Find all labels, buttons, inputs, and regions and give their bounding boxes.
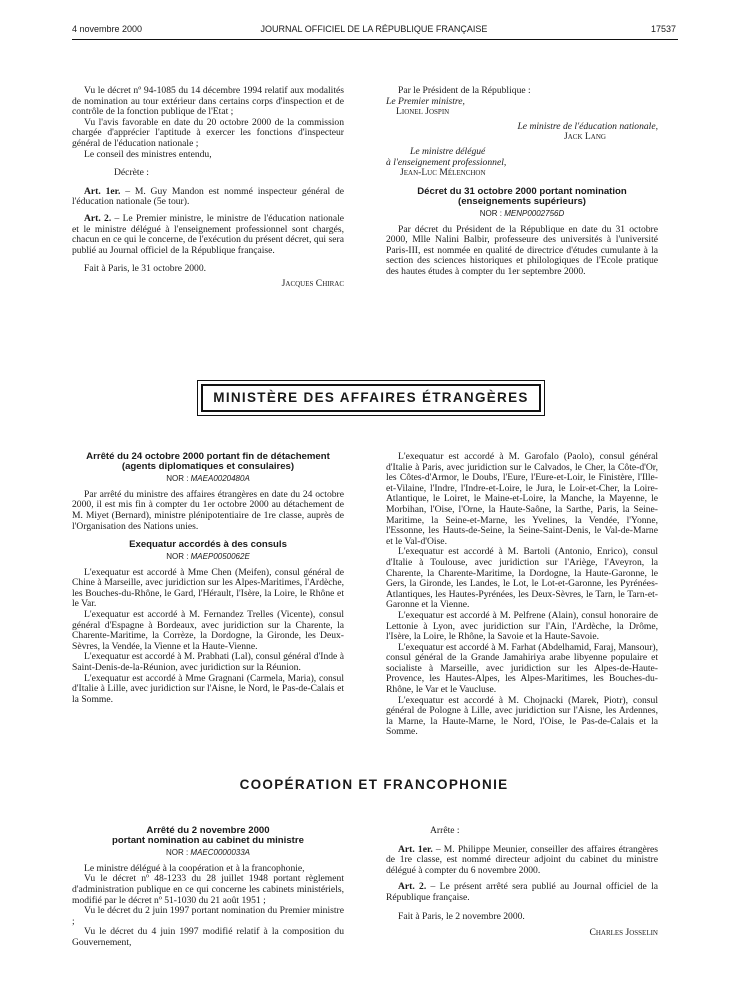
arrete-24-body: Par arrêté du ministre des affaires étrangères en date du 24 octobre 2000, il est mis fin à compter du 1er octobre 2000 au détachement de M. Miyet (Bernard), ministre plénipotentiaire de 1re classe, auprès de l'Organisation des Nations unies.: [72, 488, 344, 532]
exequatur-chen: L'exequatur est accordé à Mme Chen (Meifen), consul général de Chine à Marseille, avec juridiction sur les Alpes-Maritimes, l'Ardèche, les Bouches-du-Rhône, le Gard, l'Hérault, l'Isère, la Loire, le Rhône et le Var.: [72, 566, 344, 610]
nor-code: MAEA0020480A: [190, 473, 250, 483]
decrete-label: Décrète :: [114, 167, 149, 179]
exequatur-garofalo: L'exequatur est accordé à M. Garofalo (Paolo), consul général d'Italie à Paris, avec juridiction sur le Calvados, le Cher, la Côte-d'Or, les Côtes-d'Armor, le Doubs, l'Eure, l'Eure-et-Loir, le Finistère, l'Ille-et-Vilaine, l'Indre, l'Indre-et-Loire, le Jura, le Loir-et-Cher, la Loire-Atlantique, le Loiret, le Maine-et-Loire, la Manche, la Mayenne, le Morbihan, l'Oise, l'Orne, la Haute-Saône, la Sarthe, Paris, la Seine-Maritime, la Seine-et-Marne, les Yvelines, la Vendée, l'Yonne, l'Essonne, les Hauts-de-Seine, la Seine-Saint-Denis, le Val-de-Marne et le Val-d'Oise.: [386, 451, 658, 547]
arrete-2nov-title-line-1: Arrêté du 2 novembre 2000: [146, 825, 270, 836]
decret-title-line-2: (enseignements supérieurs): [458, 196, 586, 208]
visa-paragraph-2: Vu l'avis favorable en date du 20 octobre 2000 de la commission chargée d'apprécier l'aptitude à exercer les fonctions d'inspecteur général de l'éducation nationale ;: [72, 116, 344, 149]
article-1-label: Art. 1er.: [84, 185, 121, 197]
decret-nor: [386, 208, 658, 219]
signature-josselin: Charles Josselin: [589, 927, 658, 939]
top-left-column: [72, 86, 344, 290]
coop-visa-3: Vu le décret du 2 juin 1997 portant nomination du Premier ministre ;: [72, 905, 344, 927]
pm-name: Lionel Jospin: [396, 106, 450, 118]
arrete-2nov-nor: [72, 847, 344, 858]
visa-paragraph-1: Vu le décret nº 94-1085 du 14 décembre 1994 relatif aux modalités de nomination au tour extérieur dans certains corps d'inspection et de contrôle de la fonction publique de l'Etat ;: [72, 85, 344, 118]
coop-article-2: [386, 882, 658, 903]
exequatur-farhat: L'exequatur est accordé à M. Farhat (Abdelhamid, Faraj, Mansour), consul général de la Grande Jamahiriya arabe libyenne populaire et socialiste à Marseille, avec juridiction sur les Alpes-de-Haute-Provence, les Hautes-Alpes, les Alpes-Maritimes, les Bouches-du-Rhône, le Var et le Vaucluse.: [386, 641, 658, 696]
coop-fait-a-paris: Fait à Paris, le 2 novembre 2000.: [398, 910, 525, 922]
md-name: Jean-Luc Mélenchon: [400, 167, 486, 179]
fait-a-paris: Fait à Paris, le 31 octobre 2000.: [84, 263, 207, 275]
coop-article-1-label: Art. 1er.: [398, 843, 433, 855]
par-le-president: Par le Président de la République :: [398, 85, 531, 96]
decret-body: Par décret du Président de la République en date du 31 octobre 2000, Mlle Nalini Balbir, professeure des universités à l'université Paris-III, est nommée en qualité de directrice d'études cumulante à la section des sciences historiques et philologiques de l'Ecole pratique des hautes études à compter du 1er septembre 2000.: [386, 223, 658, 277]
pm-title: Le Premier ministre,: [386, 95, 465, 107]
nor-label: NOR :: [166, 473, 191, 483]
exequatur-title: Exequatur accordés à des consuls: [129, 539, 287, 551]
nor-code: MAEP0050062E: [190, 551, 250, 561]
signature-president: Jacques Chirac: [281, 277, 344, 289]
coop-article-2-text: – Le présent arrêté sera publié au Journal officiel de la République française.: [386, 881, 659, 903]
nor-label: NOR :: [165, 847, 191, 857]
exequatur-fernandez: L'exequatur est accordé à M. Fernandez Trelles (Vicente), consul général d'Espagne à Bordeaux, avec juridiction sur la Charente, la Charente-Maritime, la Corrèze, la Dordogne, la Gironde, les Deux-Sèvres, la Vendée, la Vienne et la Haute-Vienne.: [72, 608, 344, 652]
arrete-label: Arrête :: [430, 825, 460, 836]
section-title-cooperation: COOPÉRATION ET FRANCOPHONIE: [239, 777, 509, 792]
coop-left-column: [72, 826, 344, 949]
exequatur-bartoli: L'exequatur est accordé à M. Bartoli (Antonio, Enrico), consul d'Italie à Toulouse, avec juridiction sur l'Ariège, l'Aveyron, la Charente, la Charente-Maritime, la Dordogne, la Haute-Garonne, le Gers, la Gironde, les Landes, le Lot, le Lot-et-Garonne, les Pyrénées-Atlantiques, les Hautes-Pyrénées, les Deux-Sèvres, le Tarn, le Tarn-et-Garonne et la Vienne.: [386, 546, 658, 611]
article-1-text: – M. Guy Mandon est nommé inspecteur général de l'éducation nationale (5e tour).: [72, 185, 345, 208]
nor-label: NOR :: [479, 208, 505, 218]
md-title-1: Le ministre délégué: [410, 145, 486, 157]
arrete-24-title-line-1: Arrêté du 24 octobre 2000 portant fin de détachement: [86, 451, 330, 462]
coop-article-1: [386, 845, 658, 877]
exequatur-chojnacki: L'exequatur est accordé à M. Chojnacki (Marek, Piotr), consul général de Pologne à Lille, avec juridiction sur l'Aisne, les Ardennes, la Marne, la Haute-Marne, le Nord, l'Oise, le Pas-de-Calais et la Somme.: [386, 694, 658, 738]
mae-left-column: [72, 452, 344, 705]
article-2-label: Art. 2.: [84, 212, 112, 224]
decret-title-line-1: Décret du 31 octobre 2000 portant nomination: [417, 185, 627, 197]
top-right-column: [386, 86, 658, 278]
exequatur-gragnani: L'exequatur est accordé à Mme Gragnani (Carmela, Maria), consul d'Italie à Lille, avec juridiction sur l'Aisne, le Nord, le Pas-de-Calais et la Somme.: [72, 672, 344, 705]
coop-visa-4: Vu le décret du 4 juin 1997 modifié relatif à la composition du Gouvernement,: [72, 926, 344, 948]
header-journal-title: JOURNAL OFFICIEL DE LA RÉPUBLIQUE FRANÇAISE: [260, 24, 488, 34]
exequatur-pelfrene: L'exequatur est accordé à M. Pelfrene (Alain), consul honoraire de Lettonie à Lyon, avec juridiction sur l'Ain, l'Ardèche, la Drôme, l'Isère, la Loire, le Rhône, la Savoie et la Haute-Savoie.: [386, 609, 658, 643]
exequatur-nor: [72, 551, 344, 562]
arrete-2nov-title-line-2: portant nomination au cabinet du ministre: [112, 835, 304, 847]
nor-code: MENP0002756D: [504, 208, 565, 218]
coop-right-column: [386, 826, 658, 939]
arrete-24-title-line-2: (agents diplomatiques et consulaires): [121, 461, 295, 473]
md-title-2: à l'enseignement professionnel,: [386, 156, 507, 168]
coop-visa-2: Vu le décret nº 48-1233 du 28 juillet 1948 portant règlement d'administration publique en ce qui concerne les cabinets ministériels, modifié par le décret nº 51-1030 du 21 août 1951 ;: [72, 873, 344, 906]
section-title-affaires-etrangeres: MINISTÈRE DES AFFAIRES ÉTRANGÈRES: [201, 384, 541, 412]
article-2: [72, 214, 344, 256]
men-name: Jack Lang: [564, 131, 606, 143]
header-rule: [72, 39, 678, 40]
article-1: [72, 187, 344, 208]
header-date: 4 novembre 2000: [72, 24, 143, 34]
coop-visa-1: Le ministre délégué à la coopération et à la francophonie,: [84, 862, 305, 874]
visa-paragraph-3: Le conseil des ministres entendu,: [84, 148, 212, 160]
arrete-24-nor: [72, 473, 344, 484]
mae-right-column: [386, 452, 658, 738]
article-2-text: – Le Premier ministre, le ministre de l'éducation nationale et le ministre délégué à l'enseignement professionnel sont chargés, chacun en ce qui le concerne, de l'exécution du présent décret, qui sera publié au Journal officiel de la République française.: [72, 212, 345, 256]
header-page-number: 17537: [650, 24, 676, 34]
nor-code: MAEC0000033A: [190, 847, 251, 857]
men-title: Le ministre de l'éducation nationale,: [517, 120, 658, 132]
exequatur-prabhati: L'exequatur est accordé à M. Prabhati (Lal), consul général d'Inde à Saint-Denis-de-la-Réunion, avec juridiction sur la Réunion.: [72, 651, 344, 673]
nor-label: NOR :: [166, 551, 191, 561]
coop-article-1-text: – M. Philippe Meunier, conseiller des affaires étrangères de 1re classe, est nommé directeur adjoint du cabinet du ministre délégué à compter du 6 novembre 2000.: [386, 843, 658, 876]
coop-article-2-label: Art. 2.: [398, 881, 427, 893]
